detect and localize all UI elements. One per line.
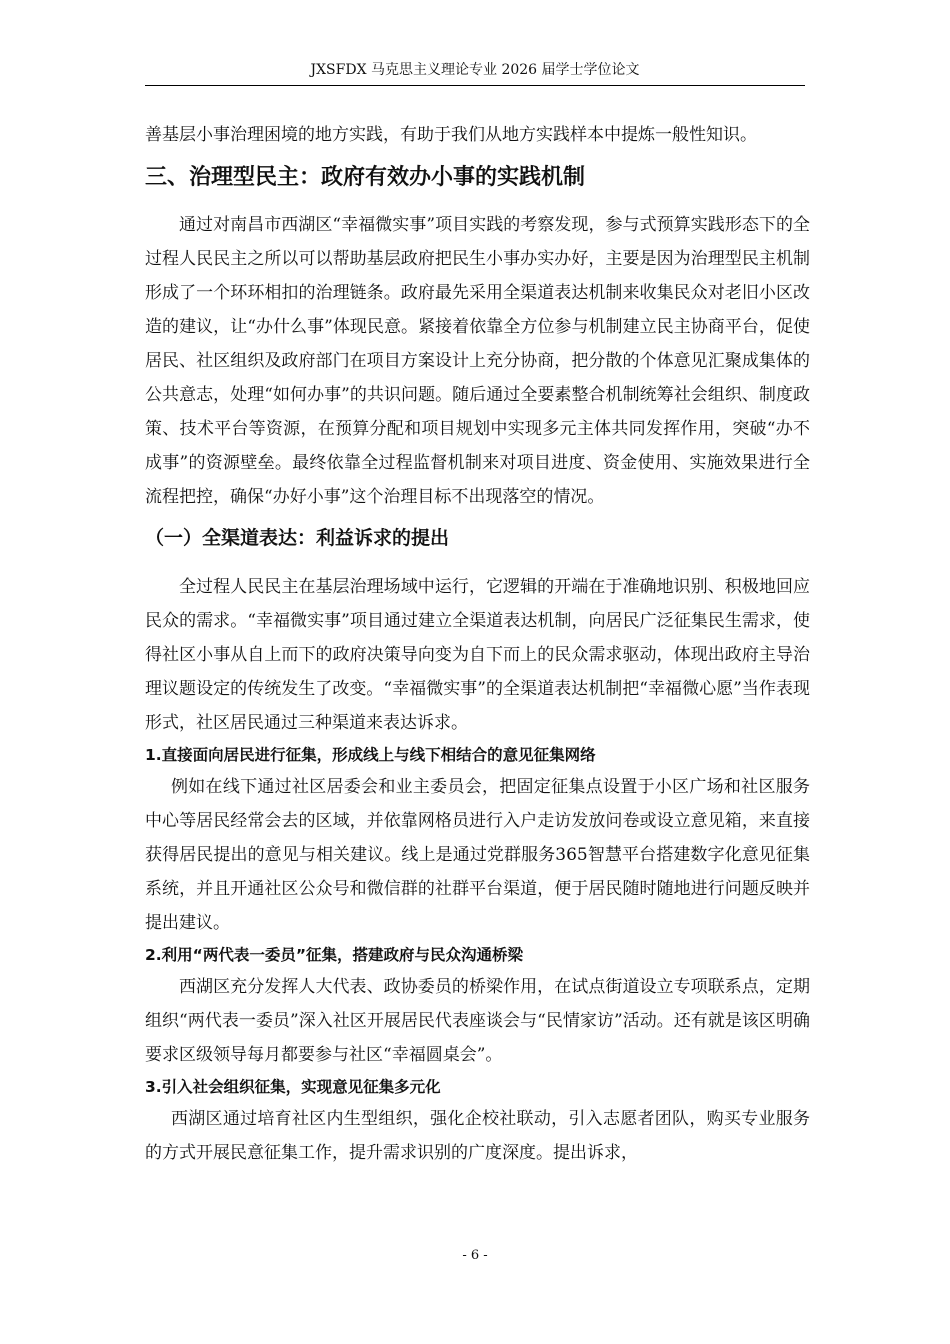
running-header: JXSFDX 马克思主义理论专业 2026 届学士学位论文 [310,62,640,78]
point-paragraph-1: 例如在线下通过社区居委会和业主委员会，把固定征集点设置于小区广场和社区服务中心等居民经常会去的区域，并依靠网格员进行入户走访发放问卷或设立意见箱，来直接获得居民提出的意见与相关建议。线上是通过党群服务365智慧平台搭建数字化意见征集系统，并且开通社区公众号和微信群的社群平台渠道，便于居民随时随地进行问题反映并提出建议。 [145,777,810,933]
section-heading: 三、治理型民主：政府有效办小事的实践机制 [145,165,586,190]
header-divider [145,85,805,86]
section-paragraph: 通过对南昌市西湖区“幸福微实事”项目实践的考察发现，参与式预算实践形态下的全过程人民民主之所以可以帮助基层政府把民生小事办实办好，主要是因为治理型民主机制形成了一个环环相扣的治理链条。政府最先采用全渠道表达机制来收集民众对老旧小区改造的建议，让“办什么事”体现民意。紧接着依靠全方位参与机制建立民主协商平台，促使居民、社区组织及政府部门在项目方案设计上充分协商，把分散的个体意见汇聚成集体的公共意志，处理“如何办事”的共识问题。随后通过全要素整合机制统筹社会组织、制度政策、技术平台等资源，在预算分配和项目规划中实现多元主体共同发挥作用，突破“办不成事”的资源壁垒。最终依靠全过程监督机制来对项目进度、资金使用、实施效果进行全流程把控，确保“办好小事”这个治理目标不出现落空的情况。 [145,215,810,507]
point-heading-3: 3.引入社会组织征集，实现意见征集多元化 [145,1078,441,1096]
point-paragraph-2: 西湖区充分发挥人大代表、政协委员的桥梁作用，在试点街道设立专项联系点，定期组织“两代表一委员”深入社区开展居民代表座谈会与“民情家访”活动。还有就是该区明确要求区级领导每月都要参与社区“幸福圆桌会”。 [145,977,810,1065]
intro-continuation-paragraph: 善基层小事治理困境的地方实践，有助于我们从地方实践样本中提炼一般性知识。 [145,125,757,145]
page-content [145,118,810,1170]
point-paragraph-3: 西湖区通过培育社区内生型组织，强化企校社联动，引入志愿者团队，购买专业服务的方式开展民意征集工作，提升需求识别的广度深度。提出诉求， [145,1109,810,1163]
subsection-heading: （一）全渠道表达：利益诉求的提出 [145,527,450,549]
page-number: - 6 - [462,1248,488,1263]
point-heading-2: 2.利用“两代表一委员”征集，搭建政府与民众沟通桥梁 [145,946,524,964]
subsection-paragraph: 全过程人民民主在基层治理场域中运行，它逻辑的开端在于准确地识别、积极地回应民众的需求。“幸福微实事”项目通过建立全渠道表达机制，向居民广泛征集民生需求，使得社区小事从自上而下的政府决策导向变为自下而上的民众需求驱动，体现出政府主导治理议题设定的传统发生了改变。“幸福微实事”的全渠道表达机制把“幸福微心愿”当作表现形式，社区居民通过三种渠道来表达诉求。 [145,577,810,733]
point-heading-1: 1.直接面向居民进行征集，形成线上与线下相结合的意见征集网络 [145,746,596,764]
